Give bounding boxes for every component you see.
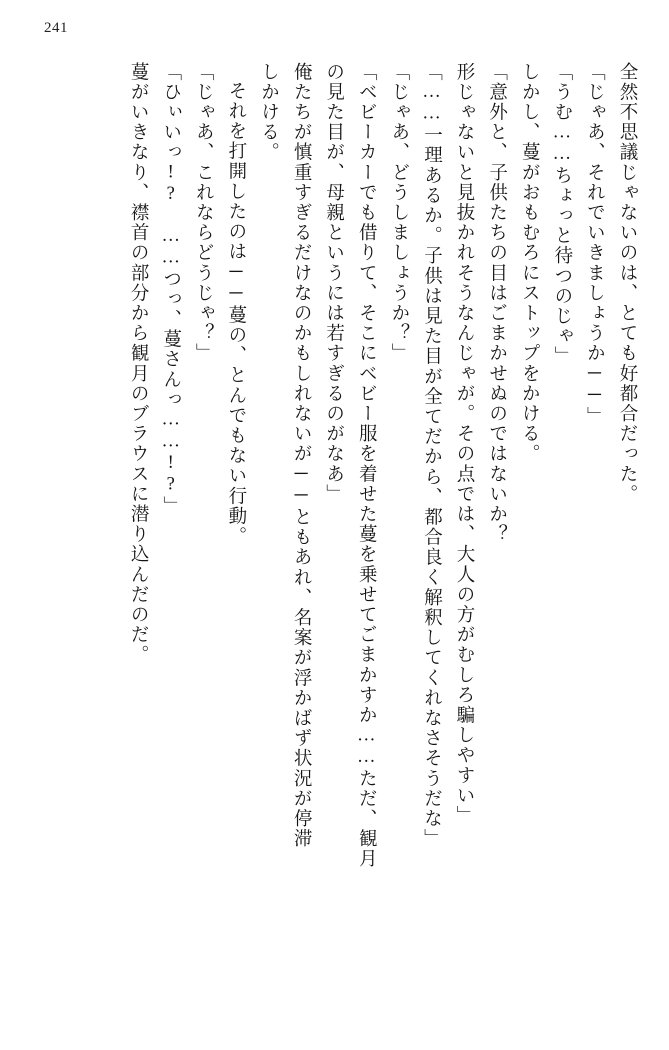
text-line: それを打開したのは──蔓の、とんでもない行動。 bbox=[225, 81, 246, 547]
text-line: 「うむ……ちょっと待つのじゃ」 bbox=[551, 62, 572, 367]
text-line: 「じゃあ、これならどうじゃ？」 bbox=[193, 62, 214, 364]
text-line: 「意外と、子供たちの目はごまかせぬのではないか？ bbox=[486, 62, 507, 545]
text-line: しかける。 bbox=[258, 62, 279, 163]
vertical-text-body bbox=[36, 62, 636, 992]
text-line: 「じゃあ、どうしましょうか？」 bbox=[388, 62, 409, 364]
text-line: 俺たちが慎重すぎるだけなのかもしれないが──ともあれ、名案が浮かばず状況が停滞 bbox=[291, 62, 312, 849]
text-line: 形じゃないと見抜かれそうなんじゃが。その点では、大人の方がむしろ騙しやすい」 bbox=[454, 62, 475, 826]
text-line: 「じゃあ、それでいきましょうか──」 bbox=[584, 62, 605, 427]
text-line: 蔓がいきなり、襟首の部分から観月のブラウスに潜り込んだのだ。 bbox=[128, 62, 149, 665]
text-line: 「ベビーカーでも借りて、そこにベビー服を着せた蔓を乗せてごまかすか……ただ、観月 bbox=[356, 62, 377, 869]
page-number: 241 bbox=[44, 20, 68, 36]
text-line: 全然不思議じゃないのは、とても好都合だった。 bbox=[617, 62, 637, 505]
text-line: しかし、蔓がおもむろにストップをかける。 bbox=[519, 62, 540, 464]
text-line: の見た目が、母親というには若すぎるのがなあ」 bbox=[323, 62, 344, 505]
text-line: 「ひぃいっ!? ……つっ、蔓さんっ……!?」 bbox=[160, 62, 181, 517]
text-line: 「……一理あるか。子供は見た目が全てだから、都合良く解釈してくれなさそうだな」 bbox=[421, 62, 442, 849]
